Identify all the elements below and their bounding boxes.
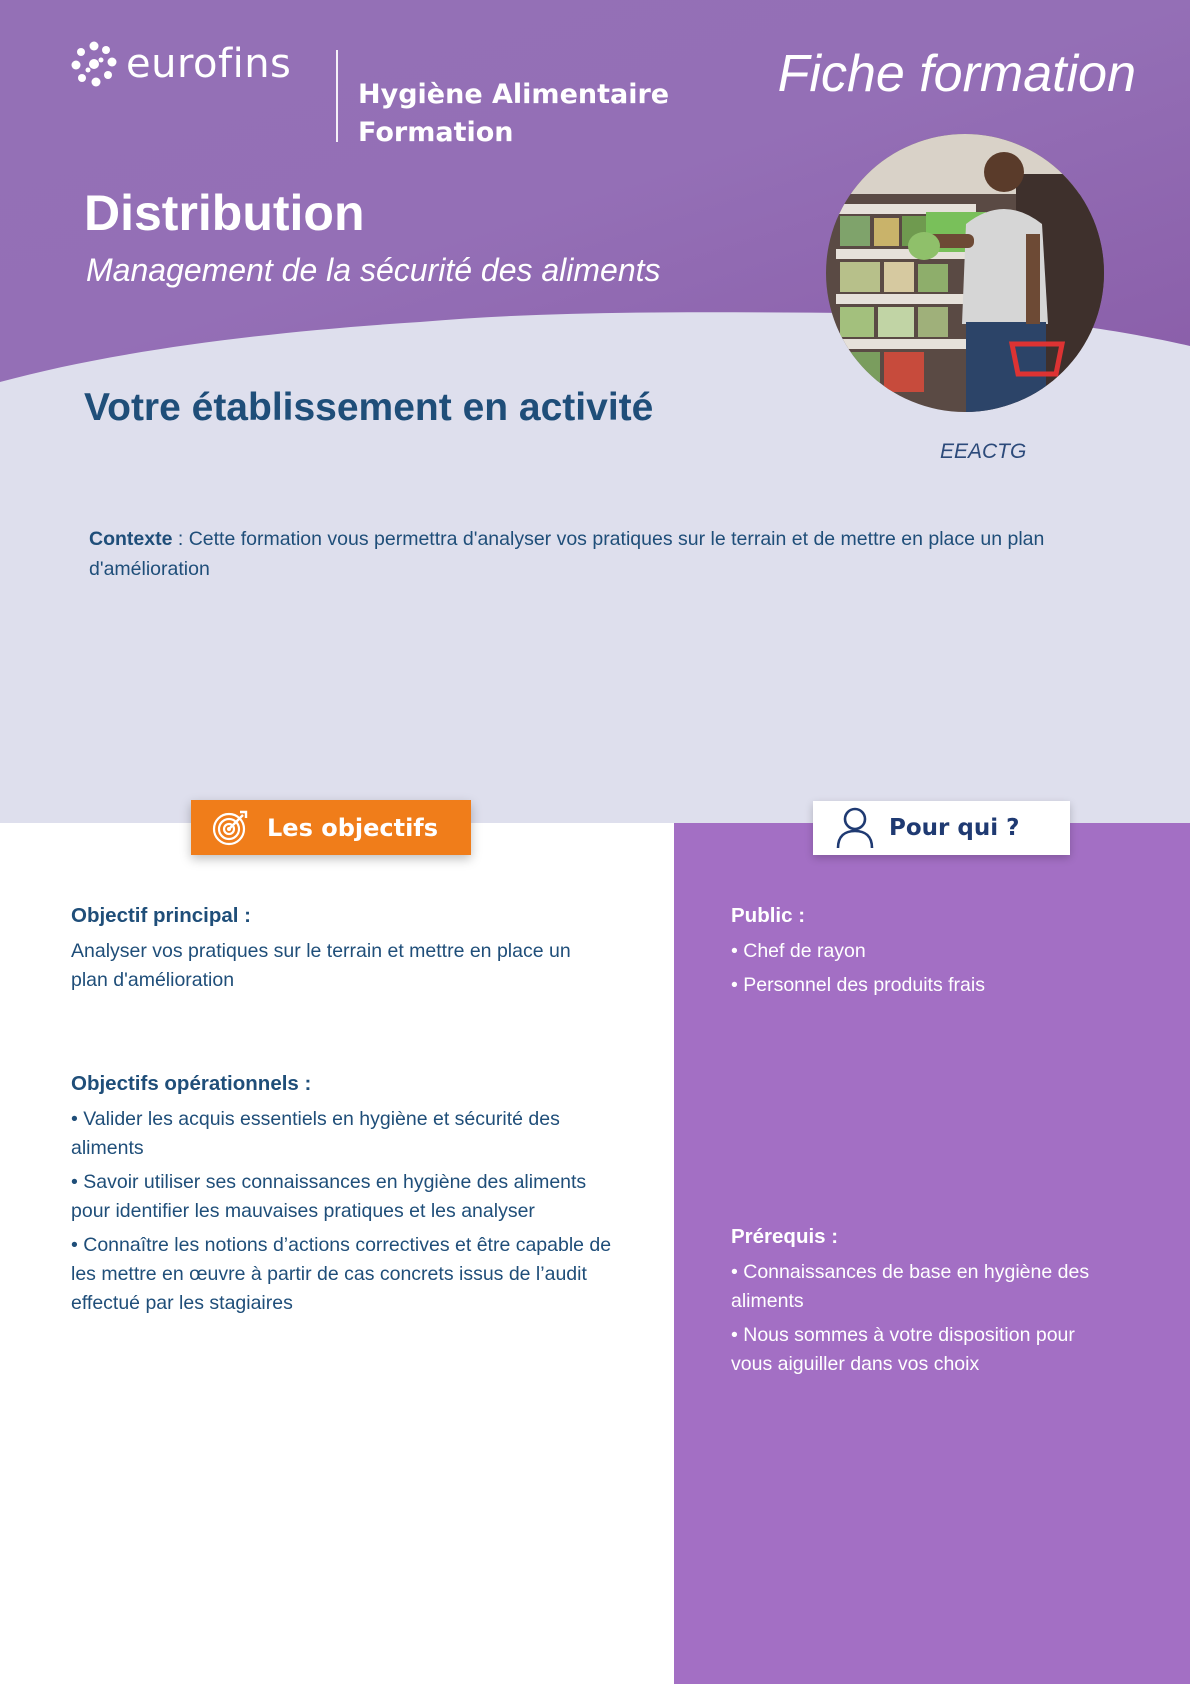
photo-supermarket-icon (826, 134, 1104, 412)
context-text: : Cette formation vous permettra d'analyser vos pratiques sur le terrain et de mettre en place un plan d'amélioration (89, 528, 1045, 580)
context-label: Contexte (89, 528, 173, 550)
main-objective-heading: Objectif principal : (71, 904, 251, 927)
list-item: • Savoir utiliser ses connaissances en hygiène des aliments pour identifier les mauvaises pratiques et les analyser (71, 1171, 587, 1222)
objectives-badge-label: Les objectifs (267, 813, 439, 842)
fiche-label: Fiche formation (777, 45, 1136, 103)
audience-badge (813, 801, 1070, 855)
logo-divider (336, 50, 338, 142)
eurofins-logo (70, 40, 291, 88)
course-code: EEACTG (940, 440, 1027, 463)
operational-objectives-heading: Objectifs opérationnels : (71, 1072, 312, 1095)
brand-subtitle (358, 76, 669, 152)
person-icon (835, 806, 875, 850)
list-item: • Valider les acquis essentiels en hygiène et sécurité des aliments (71, 1108, 560, 1159)
prerequisites-list (731, 1258, 1111, 1384)
list-item: • Connaître les notions d’actions correctives et être capable de les mettre en œuvre à partir de cas concrets issus de l’audit effectué par les stagiaires (71, 1234, 612, 1314)
public-heading: Public : (731, 904, 806, 927)
list-item: • Personnel des produits frais (731, 974, 985, 996)
main-objective-text (71, 937, 611, 1000)
page-subtitle: Management de la sécurité des aliments (86, 252, 661, 288)
main-objective-paragraph: Analyser vos pratiques sur le terrain et mettre en place un plan d'amélioration (71, 940, 571, 991)
logo-wordmark: eurofins (126, 41, 292, 87)
audience-badge-label: Pour qui ? (889, 815, 1020, 841)
objectives-badge (191, 800, 471, 855)
context-paragraph (89, 524, 1119, 584)
brand-line-1: Hygiène Alimentaire (358, 79, 670, 110)
list-item: • Nous sommes à votre disposition pour vous aiguiller dans vos choix (731, 1324, 1075, 1375)
public-list (731, 937, 1131, 1005)
list-item: • Connaissances de base en hygiène des aliments (731, 1261, 1090, 1312)
supermarket-photo (826, 134, 1104, 412)
brand-line-2: Formation (358, 117, 514, 148)
section-title: Votre établissement en activité (84, 386, 654, 429)
target-icon (211, 809, 249, 847)
operational-objectives-list (71, 1105, 616, 1323)
page-title: Distribution (84, 185, 365, 241)
eurofins-dots-icon (70, 40, 118, 88)
prerequisites-heading: Prérequis : (731, 1225, 839, 1248)
list-item: • Chef de rayon (731, 940, 866, 962)
